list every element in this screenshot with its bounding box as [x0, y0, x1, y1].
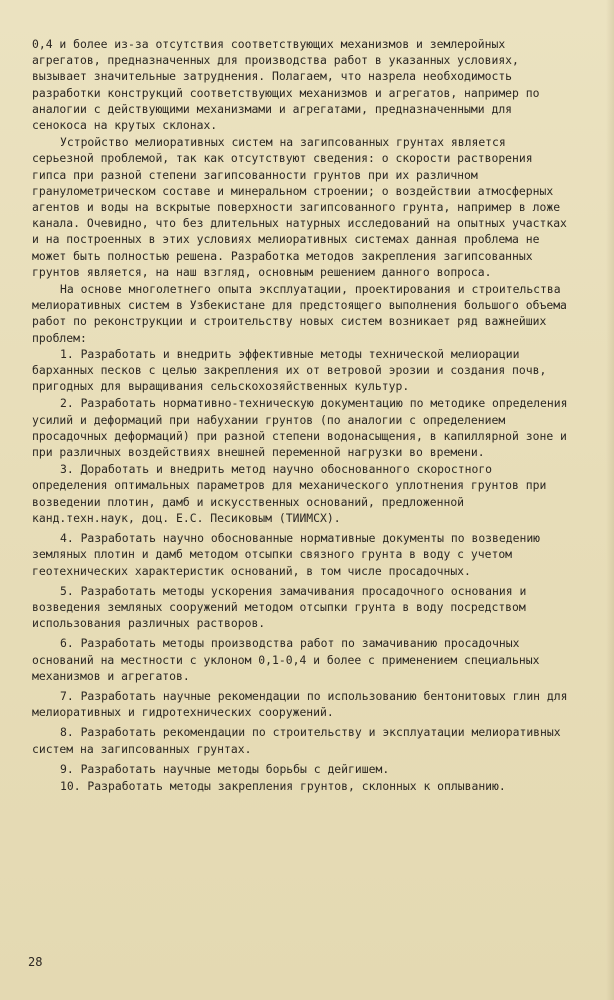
paragraph-intro-1: 0,4 и более из-за отсутствия соответствующих механизмов и землеройных агрегатов, предназначенных для производства работ в указанных условиях, вызывает значительные затруднения. Полагаем, что назрела необходимость разработки конструкций соответствующих механизмов и агрегатов, например по аналогии с действующими механизмами и агрегатами, предназначенными для сенокоса на крутых склонах. [32, 37, 540, 133]
list-item-10: 10. Разработать методы закрепления грунтов, склонных к оплыванию. [60, 778, 506, 793]
paragraph-intro-2: Устройство мелиоративных систем на загипсованных грунтах является серьезной проблемой, так как отсутствуют сведения: о скорости растворения гипса при разной степени загипсованности грунтов при их различном гранулометрическом составе и минеральном строении; о воздействии атмосферных агентов и воды на вскрытые поверхности загипсованного грунта, например в ложе канала. Очевидно, что без длительных натурных исследований на опытных участках и на построенных в этих условиях мелиоративных системах данная проблема не может быть полностью решена. Разработка методов закрепления загипсованных грунтов является, на наш взгляд, основным решением данного вопроса. [32, 135, 567, 279]
paragraph-intro-3: На основе многолетнего опыта эксплуатации, проектирования и строительства мелиоративных систем в Узбекистане для предстоящего выполнения большого объема работ по реконструкции и строительству новых систем возникает ряд важнейших проблем: [32, 282, 567, 345]
list-item-9: 9. Разработать научные методы борьбы с дейгишем. [60, 761, 390, 776]
list-item-4: 4. Разработать научно обоснованные нормативные документы по возведению земляных плотин и дамб методом отсыпки связного грунта в воду с учетом геотехнических характеристик оснований, в том числе просадочных. [32, 531, 541, 578]
list-item-8: 8. Разработать рекомендации по строительству и эксплуатации мелиоративных систем на загипсованных грунтах. [32, 725, 561, 756]
document-body [32, 36, 572, 794]
list-item-5: 5. Разработать методы ускорения замачивания просадочного основания и возведения земляных сооружений методом отсыпки грунта в воду посредством использования различных растворов. [32, 583, 527, 631]
list-item-6: 6. Разработать методы производства работ по замачиванию просадочных оснований на местности с уклоном 0,1-0,4 и более с применением специальных механизмов и агрегатов. [32, 636, 540, 683]
list-item-2: 2. Разработать нормативно-техническую документацию по методике определения усилий и деформаций при набухании грунтов (по аналогии с определением просадочных деформаций) при разной степени водонасыщения, в капиллярной зоне и при различных воздействиях внешней переменной нагрузки во времени. [32, 396, 568, 460]
proposal-list [32, 346, 572, 794]
list-item-3: 3. Доработать и внедрить метод научно обоснованного скоростного определения оптимальных параметров для механического уплотнения грунтов при возведении плотин, дамб и искусственных оснований, предложенной канд.техн.наук, доц. Е.С. Песиковым (ТИИМСХ). [32, 462, 547, 525]
list-item-1: 1. Разработать и внедрить эффективные методы технической мелиорации барханных песков с целью закрепления их от ветровой эрозии и создания почв, пригодных для выращивания сельскохозяйственных культур. [32, 346, 547, 394]
list-item-7: 7. Разработать научные рекомендации по использованию бентонитовых глин для мелиоративных и гидротехнических сооружений. [32, 688, 568, 720]
page-number: 28 [28, 955, 43, 969]
